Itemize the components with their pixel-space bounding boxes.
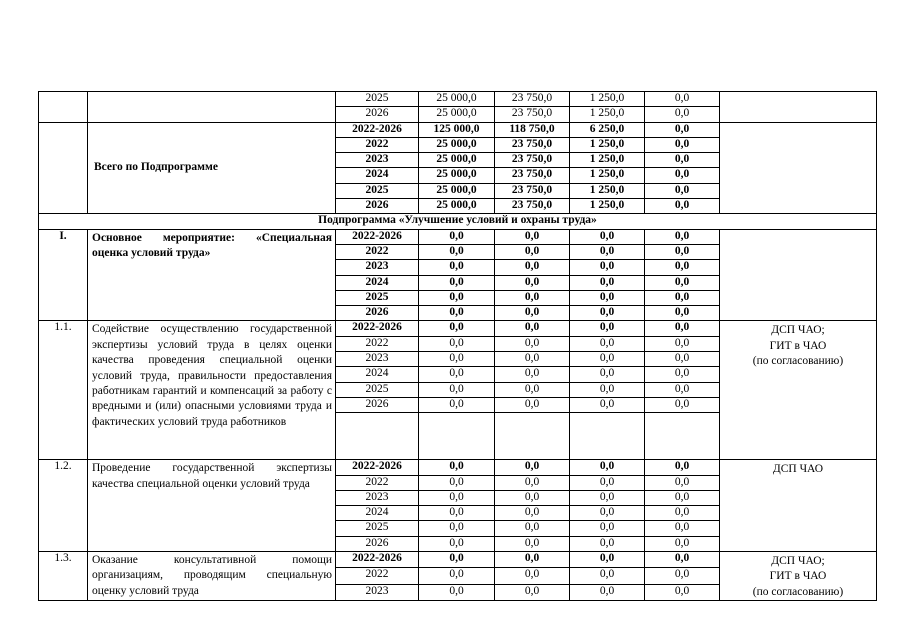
amount-cell: 0,0	[645, 382, 720, 397]
amount-cell: 25 000,0	[419, 107, 495, 122]
period-cell: 2022	[336, 244, 419, 259]
period-cell: 2026	[336, 397, 419, 412]
amount-cell: 0,0	[570, 352, 645, 367]
amount-cell: 0,0	[570, 260, 645, 275]
item-number: 1.2.	[39, 460, 88, 552]
amount-cell: 0,0	[495, 336, 570, 351]
empty-cell	[336, 413, 419, 460]
amount-cell: 0,0	[495, 382, 570, 397]
amount-cell: 0,0	[645, 521, 720, 536]
period-cell: 2025	[336, 382, 419, 397]
amount-cell: 0,0	[419, 244, 495, 259]
description-cell	[88, 92, 336, 123]
amount-cell: 0,0	[570, 306, 645, 321]
amount-cell: 0,0	[495, 552, 570, 568]
amount-cell: 1 250,0	[570, 137, 645, 152]
table-row	[39, 460, 877, 475]
amount-cell: 1 250,0	[570, 168, 645, 183]
amount-cell: 0,0	[645, 536, 720, 551]
amount-cell: 23 750,0	[495, 137, 570, 152]
amount-cell: 0,0	[570, 460, 645, 475]
period-cell: 2022-2026	[336, 552, 419, 568]
amount-cell: 0,0	[570, 490, 645, 505]
amount-cell: 0,0	[570, 244, 645, 259]
item-description: Основное мероприятие: «Специальная оценка условий труда»	[88, 229, 336, 321]
amount-cell: 0,0	[570, 552, 645, 568]
amount-cell: 23 750,0	[495, 199, 570, 214]
amount-cell: 0,0	[570, 584, 645, 600]
period-cell: 2026	[336, 306, 419, 321]
amount-cell: 0,0	[419, 536, 495, 551]
item-description: Содействие осуществлению государственной экспертизы условий труда в целях оценки качества проведения специальной оценки условий труда, правильности предоставления работникам гарантий и компенсаций за работу с вредными и (или) опасными условиями труда и фактических условий труда работников	[88, 321, 336, 460]
period-cell: 2024	[336, 506, 419, 521]
table-row	[39, 321, 877, 336]
amount-cell: 1 250,0	[570, 183, 645, 198]
amount-cell: 25 000,0	[419, 168, 495, 183]
executor-line: ДСП ЧАО;	[771, 324, 825, 337]
period-cell: 2022-2026	[336, 229, 419, 244]
amount-cell: 0,0	[645, 460, 720, 475]
amount-cell: 0,0	[495, 290, 570, 305]
amount-cell: 23 750,0	[495, 107, 570, 122]
executor-cell	[720, 229, 877, 321]
executor-cell	[720, 122, 877, 214]
executor-line: (по согласованию)	[752, 355, 844, 368]
period-cell: 2022-2026	[336, 122, 419, 137]
amount-cell: 0,0	[570, 475, 645, 490]
amount-cell: 1 250,0	[570, 199, 645, 214]
amount-cell: 0,0	[570, 321, 645, 336]
amount-cell: 0,0	[495, 229, 570, 244]
period-cell: 2024	[336, 275, 419, 290]
amount-cell: 0,0	[570, 521, 645, 536]
period-cell: 2023	[336, 153, 419, 168]
executor-line: ДСП ЧАО	[772, 463, 824, 476]
amount-cell: 0,0	[419, 475, 495, 490]
amount-cell: 0,0	[570, 506, 645, 521]
amount-cell: 0,0	[570, 536, 645, 551]
amount-cell: 0,0	[419, 352, 495, 367]
amount-cell: 0,0	[419, 290, 495, 305]
item-number: 1.3.	[39, 552, 88, 601]
period-cell: 2022-2026	[336, 460, 419, 475]
period-cell: 2026	[336, 107, 419, 122]
amount-cell: 0,0	[419, 229, 495, 244]
amount-cell: 25 000,0	[419, 92, 495, 107]
amount-cell: 25 000,0	[419, 183, 495, 198]
executor-cell	[720, 92, 877, 123]
amount-cell: 0,0	[645, 122, 720, 137]
amount-cell: 0,0	[495, 260, 570, 275]
table-row	[39, 552, 877, 568]
period-cell: 2022	[336, 336, 419, 351]
amount-cell: 0,0	[645, 153, 720, 168]
amount-cell: 0,0	[419, 397, 495, 412]
amount-cell: 0,0	[495, 321, 570, 336]
table-row	[39, 92, 877, 107]
period-cell: 2025	[336, 92, 419, 107]
amount-cell: 0,0	[419, 460, 495, 475]
amount-cell: 0,0	[645, 244, 720, 259]
period-cell: 2025	[336, 521, 419, 536]
empty-cell	[419, 413, 495, 460]
number-cell	[39, 122, 88, 214]
amount-cell: 23 750,0	[495, 183, 570, 198]
amount-cell: 0,0	[645, 552, 720, 568]
table-row	[39, 122, 877, 137]
amount-cell: 0,0	[570, 290, 645, 305]
financing-table	[38, 91, 877, 601]
number-cell	[39, 92, 88, 123]
amount-cell: 0,0	[570, 367, 645, 382]
item-number: I.	[39, 229, 88, 321]
amount-cell: 0,0	[419, 506, 495, 521]
item-description: Оказание консультативной помощи организациям, проводящим специальную оценку условий труда	[88, 552, 336, 601]
period-cell: 2022-2026	[336, 321, 419, 336]
period-cell: 2024	[336, 367, 419, 382]
amount-cell: 25 000,0	[419, 137, 495, 152]
amount-cell: 0,0	[570, 568, 645, 584]
executor-cell	[720, 552, 877, 601]
amount-cell: 0,0	[645, 275, 720, 290]
period-cell: 2026	[336, 199, 419, 214]
subprogram-total-label: Всего по Подпрограмме	[88, 122, 336, 214]
amount-cell: 0,0	[570, 382, 645, 397]
amount-cell: 0,0	[570, 336, 645, 351]
amount-cell: 0,0	[419, 490, 495, 505]
amount-cell: 0,0	[645, 490, 720, 505]
amount-cell: 0,0	[419, 306, 495, 321]
amount-cell: 0,0	[419, 321, 495, 336]
period-cell: 2025	[336, 290, 419, 305]
amount-cell: 0,0	[645, 290, 720, 305]
amount-cell: 1 250,0	[570, 92, 645, 107]
amount-cell: 23 750,0	[495, 168, 570, 183]
amount-cell: 0,0	[495, 460, 570, 475]
amount-cell: 0,0	[645, 168, 720, 183]
period-cell: 2023	[336, 260, 419, 275]
amount-cell: 0,0	[495, 352, 570, 367]
amount-cell: 0,0	[419, 367, 495, 382]
executor-cell	[720, 321, 877, 460]
amount-cell: 0,0	[645, 397, 720, 412]
amount-cell: 0,0	[645, 137, 720, 152]
amount-cell: 0,0	[495, 568, 570, 584]
amount-cell: 0,0	[645, 584, 720, 600]
period-cell: 2022	[336, 137, 419, 152]
amount-cell: 0,0	[495, 475, 570, 490]
amount-cell: 0,0	[419, 568, 495, 584]
amount-cell: 0,0	[645, 229, 720, 244]
amount-cell: 0,0	[645, 92, 720, 107]
amount-cell: 0,0	[645, 306, 720, 321]
amount-cell: 0,0	[645, 475, 720, 490]
amount-cell: 23 750,0	[495, 92, 570, 107]
amount-cell: 25 000,0	[419, 199, 495, 214]
amount-cell: 0,0	[419, 336, 495, 351]
amount-cell: 0,0	[645, 336, 720, 351]
amount-cell: 0,0	[645, 568, 720, 584]
amount-cell: 23 750,0	[495, 153, 570, 168]
amount-cell: 0,0	[645, 352, 720, 367]
amount-cell: 0,0	[419, 552, 495, 568]
amount-cell: 0,0	[419, 584, 495, 600]
amount-cell: 25 000,0	[419, 153, 495, 168]
amount-cell: 0,0	[495, 490, 570, 505]
empty-cell	[570, 413, 645, 460]
section-row	[39, 214, 877, 229]
amount-cell: 0,0	[495, 584, 570, 600]
executor-line: (по согласованию)	[752, 585, 844, 598]
executor-line: ДСП ЧАО;	[771, 555, 825, 568]
amount-cell: 0,0	[495, 367, 570, 382]
amount-cell: 0,0	[495, 244, 570, 259]
period-cell: 2023	[336, 584, 419, 600]
period-cell: 2024	[336, 168, 419, 183]
period-cell: 2025	[336, 183, 419, 198]
amount-cell: 0,0	[419, 382, 495, 397]
amount-cell: 125 000,0	[419, 122, 495, 137]
amount-cell: 1 250,0	[570, 153, 645, 168]
executor-cell	[720, 460, 877, 552]
amount-cell: 118 750,0	[495, 122, 570, 137]
amount-cell: 0,0	[495, 521, 570, 536]
amount-cell: 0,0	[570, 275, 645, 290]
amount-cell: 0,0	[645, 183, 720, 198]
executor-line: ГИТ в ЧАО	[769, 339, 827, 352]
amount-cell: 0,0	[495, 506, 570, 521]
period-cell: 2023	[336, 490, 419, 505]
amount-cell: 0,0	[645, 260, 720, 275]
amount-cell: 0,0	[645, 107, 720, 122]
amount-cell: 0,0	[570, 229, 645, 244]
empty-cell	[495, 413, 570, 460]
amount-cell: 0,0	[645, 506, 720, 521]
item-number: 1.1.	[39, 321, 88, 460]
section-title: Подпрограмма «Улучшение условий и охраны труда»	[39, 214, 877, 229]
period-cell: 2022	[336, 568, 419, 584]
amount-cell: 1 250,0	[570, 107, 645, 122]
amount-cell: 0,0	[570, 397, 645, 412]
amount-cell: 0,0	[645, 321, 720, 336]
period-cell: 2026	[336, 536, 419, 551]
period-cell: 2023	[336, 352, 419, 367]
amount-cell: 0,0	[495, 536, 570, 551]
amount-cell: 0,0	[495, 275, 570, 290]
item-description: Проведение государственной экспертизы качества специальной оценки условий труда	[88, 460, 336, 552]
amount-cell: 0,0	[495, 397, 570, 412]
table-row	[39, 229, 877, 244]
amount-cell: 0,0	[495, 306, 570, 321]
amount-cell: 0,0	[419, 275, 495, 290]
empty-cell	[645, 413, 720, 460]
amount-cell: 6 250,0	[570, 122, 645, 137]
period-cell: 2022	[336, 475, 419, 490]
amount-cell: 0,0	[419, 521, 495, 536]
amount-cell: 0,0	[645, 367, 720, 382]
executor-line: ГИТ в ЧАО	[769, 570, 827, 583]
amount-cell: 0,0	[645, 199, 720, 214]
amount-cell: 0,0	[419, 260, 495, 275]
